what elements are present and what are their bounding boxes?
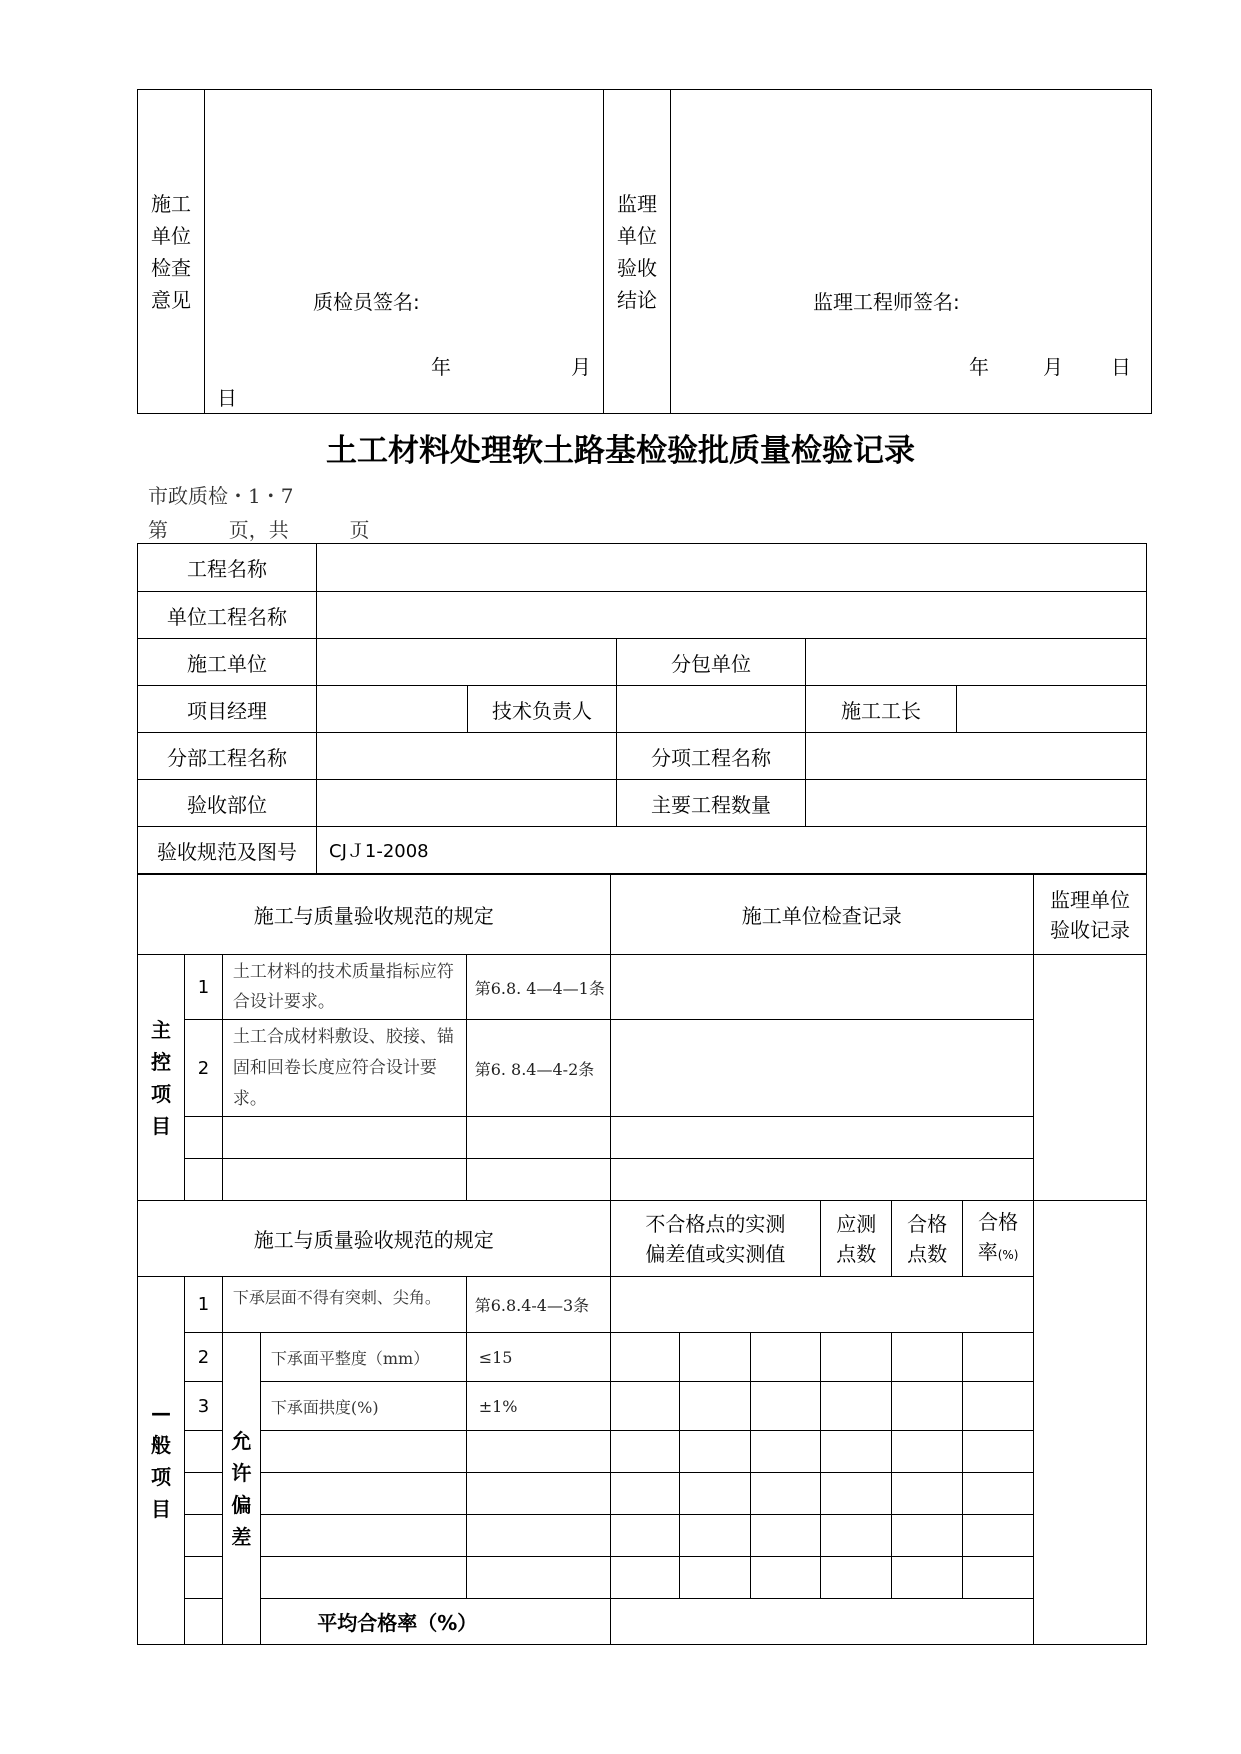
subcontract-unit-label: 分包单位: [617, 639, 806, 686]
header-line: 点数: [836, 1241, 877, 1266]
measure-cell[interactable]: [821, 1557, 892, 1599]
page-info-ye-gong: 页，共: [228, 518, 289, 542]
measure-cell[interactable]: [751, 1431, 821, 1473]
general-item-text: 下承面平整度（mm）: [260, 1333, 466, 1382]
label-char: 验收: [617, 255, 657, 280]
measure-cell[interactable]: [610, 1382, 680, 1431]
label-char: 单位: [151, 223, 191, 248]
label-char: —: [150, 1400, 171, 1425]
should-points-header: [821, 1201, 892, 1277]
main-item-record[interactable]: [610, 1159, 1033, 1201]
inspector-cell[interactable]: [205, 90, 604, 414]
subcontract-unit-value[interactable]: [806, 639, 1147, 686]
construction-label-cell: [138, 90, 205, 414]
general-item-clause: ±1%: [466, 1382, 610, 1431]
measure-cell[interactable]: [751, 1557, 821, 1599]
measure-cell[interactable]: [751, 1333, 821, 1382]
engineer-sign-label: 监理工程师签名:: [813, 290, 960, 314]
foreman-label: 施工工长: [806, 686, 957, 733]
construction-unit-value[interactable]: [317, 639, 617, 686]
supervision-label-cell: [604, 90, 671, 414]
header-line: 监理单位: [1050, 887, 1131, 912]
division-name-value[interactable]: [317, 733, 617, 780]
main-control-label: [138, 1014, 184, 1142]
main-control-label-cell: [138, 955, 185, 1201]
project-name-value[interactable]: [317, 544, 1147, 592]
general-items-label-cell: [138, 1277, 185, 1645]
measure-cell[interactable]: [821, 1431, 892, 1473]
empty-cell: [184, 1431, 222, 1473]
label-char: 偏: [231, 1492, 252, 1517]
label-char: 般: [150, 1432, 171, 1457]
empty-cell: [184, 1557, 222, 1599]
tolerance-label: [223, 1425, 260, 1553]
measure-cell[interactable]: [821, 1382, 892, 1431]
empty-cell: [184, 1473, 222, 1515]
pass-rate-header: [963, 1201, 1034, 1277]
date-month-label: 月: [571, 355, 591, 379]
page-info-di: 第: [148, 518, 168, 542]
measure-cell[interactable]: [892, 1557, 963, 1599]
measure-cell[interactable]: [680, 1557, 751, 1599]
unit-project-name-label: 单位工程名称: [138, 592, 317, 639]
construction-label: [138, 188, 204, 316]
top-sign-table: [137, 89, 1152, 414]
measure-cell[interactable]: [892, 1515, 963, 1557]
main-item-no: 1: [184, 955, 222, 1020]
date-year-label: 年: [431, 355, 451, 379]
measure-cell[interactable]: [821, 1473, 892, 1515]
header-line: 率: [977, 1240, 998, 1264]
rate-unit: (%): [997, 1248, 1019, 1262]
label-char: 允: [231, 1428, 252, 1453]
supervision-record-header: [1034, 875, 1147, 955]
empty-cell: [184, 1117, 222, 1159]
main-item-record[interactable]: [610, 1020, 1033, 1117]
main-item-record[interactable]: [610, 1117, 1033, 1159]
header-line: 偏差值或实测值: [645, 1241, 786, 1266]
label-char: 单位: [617, 223, 657, 248]
measure-cell[interactable]: [821, 1515, 892, 1557]
main-quantity-value[interactable]: [806, 780, 1147, 827]
deviation-header: [610, 1201, 821, 1277]
header-line: 不合格点的实测: [645, 1211, 786, 1236]
label-char: 结论: [617, 287, 657, 312]
foreman-value[interactable]: [957, 686, 1147, 733]
measure-cell[interactable]: [680, 1333, 751, 1382]
subitem-name-label: 分项工程名称: [617, 733, 806, 780]
measure-cell[interactable]: [680, 1473, 751, 1515]
project-manager-label: 项目经理: [138, 686, 317, 733]
unit-project-name-value[interactable]: [317, 592, 1147, 639]
measure-cell[interactable]: [892, 1473, 963, 1515]
general-item-no: 1: [184, 1277, 222, 1333]
label-char: 检查: [151, 255, 191, 280]
empty-cell: [260, 1515, 466, 1557]
header-line: 应测: [836, 1211, 877, 1236]
spec-label: 验收规范及图号: [138, 827, 317, 874]
measure-cell[interactable]: [963, 1557, 1034, 1599]
page-info: [148, 514, 369, 543]
general-item-no: 2: [184, 1333, 222, 1382]
date2-month-label: 月: [1043, 355, 1063, 379]
date-day-label: 日: [217, 386, 237, 410]
measure-cell[interactable]: [963, 1515, 1034, 1557]
main-record-header: 施工单位检查记录: [610, 875, 1033, 955]
main-spec-header: 施工与质量验收规范的规定: [138, 875, 611, 955]
empty-cell: [466, 1557, 610, 1599]
empty-cell: [466, 1117, 610, 1159]
header-line: 合格: [907, 1211, 948, 1236]
general-items-label: [138, 1397, 184, 1525]
general-item-clause: 第6.8.4-4—3条: [466, 1277, 610, 1333]
average-rate-label: 平均合格率（%）: [184, 1599, 610, 1645]
tech-lead-value[interactable]: [617, 686, 806, 733]
general-supervision-record[interactable]: [1034, 1201, 1147, 1645]
empty-cell: [466, 1515, 610, 1557]
empty-cell: [184, 1159, 222, 1201]
measure-cell[interactable]: [892, 1431, 963, 1473]
measure-cell[interactable]: [892, 1382, 963, 1431]
general-spec-header: 施工与质量验收规范的规定: [138, 1201, 611, 1277]
main-item-text: 土工合成材料敷设、胶接、锚固和回卷长度应符合设计要求。: [222, 1020, 466, 1117]
measure-cell[interactable]: [751, 1515, 821, 1557]
project-name-label: 工程名称: [138, 544, 317, 592]
date2-day-label: 日: [1111, 355, 1131, 379]
division-name-label: 分部工程名称: [138, 733, 317, 780]
empty-cell: [184, 1515, 222, 1557]
measure-cell[interactable]: [963, 1473, 1034, 1515]
measure-cell[interactable]: [892, 1333, 963, 1382]
empty-cell: [260, 1557, 466, 1599]
acceptance-part-label: 验收部位: [138, 780, 317, 827]
header-fields-table: [137, 543, 1147, 874]
label-char: 主: [150, 1017, 171, 1042]
main-item-no: 2: [184, 1020, 222, 1117]
empty-cell: [466, 1473, 610, 1515]
page-info-ye: 页: [349, 518, 370, 542]
measure-cell[interactable]: [963, 1382, 1034, 1431]
supervision-label: [604, 188, 670, 316]
empty-cell: [260, 1473, 466, 1515]
main-supervision-record[interactable]: [1034, 955, 1147, 1201]
general-item-text: 下承面拱度(%): [260, 1382, 466, 1431]
label-char: 项: [150, 1081, 171, 1106]
form-code: 市政质检・1・7: [148, 484, 294, 508]
measure-cell[interactable]: [680, 1382, 751, 1431]
label-char: 许: [231, 1460, 252, 1485]
spec-value[interactable]: CJＪ1-2008: [317, 827, 1147, 874]
general-item-record[interactable]: [610, 1277, 1033, 1333]
label-char: 目: [150, 1496, 171, 1521]
empty-cell: [466, 1159, 610, 1201]
construction-unit-label: 施工单位: [138, 639, 317, 686]
general-item-clause: ≤15: [466, 1333, 610, 1382]
label-char: 差: [231, 1524, 252, 1549]
measure-cell[interactable]: [610, 1431, 680, 1473]
empty-cell: [222, 1117, 466, 1159]
header-line: 验收记录: [1050, 917, 1131, 942]
acceptance-part-value[interactable]: [317, 780, 617, 827]
general-item-text: 下承层面不得有突刺、尖角。: [222, 1277, 466, 1333]
inspector-sign-label: 质检员签名:: [313, 290, 420, 314]
main-item-clause: 第6.8. 4—4—1条: [466, 955, 610, 1020]
label-char: 目: [150, 1113, 171, 1138]
main-quantity-label: 主要工程数量: [617, 780, 806, 827]
measure-cell[interactable]: [680, 1515, 751, 1557]
header-line: 合格: [978, 1210, 1019, 1234]
header-line: 点数: [907, 1241, 948, 1266]
label-char: 项: [150, 1464, 171, 1489]
label-char: 施工: [151, 191, 191, 216]
project-manager-value[interactable]: [317, 686, 468, 733]
date2-year-label: 年: [969, 355, 989, 379]
measure-cell[interactable]: [821, 1333, 892, 1382]
measure-cell[interactable]: [963, 1333, 1034, 1382]
label-char: 监理: [617, 191, 657, 216]
measure-cell[interactable]: [751, 1473, 821, 1515]
tech-lead-label: 技术负责人: [468, 686, 617, 733]
empty-cell: [466, 1431, 610, 1473]
main-item-record[interactable]: [610, 955, 1033, 1020]
main-item-text: 土工材料的技术质量指标应符合设计要求。: [222, 955, 466, 1020]
measure-cell[interactable]: [680, 1431, 751, 1473]
inspection-table: [137, 874, 1147, 1645]
measure-cell[interactable]: [610, 1473, 680, 1515]
label-char: 意见: [151, 287, 191, 312]
engineer-cell[interactable]: [671, 90, 1152, 414]
measure-cell[interactable]: [610, 1557, 680, 1599]
main-item-clause: 第6. 8.4—4-2条: [466, 1020, 610, 1117]
general-item-no: 3: [184, 1382, 222, 1431]
measure-cell[interactable]: [751, 1382, 821, 1431]
measure-cell[interactable]: [610, 1515, 680, 1557]
subitem-name-value[interactable]: [806, 733, 1147, 780]
page-title: 土工材料处理软土路基检验批质量检验记录: [326, 433, 915, 469]
empty-cell: [260, 1431, 466, 1473]
measure-cell[interactable]: [610, 1333, 680, 1382]
label-char: 控: [150, 1049, 171, 1074]
measure-cell[interactable]: [963, 1431, 1034, 1473]
pass-points-header: [892, 1201, 963, 1277]
average-rate-value[interactable]: [610, 1599, 1033, 1645]
empty-cell: [222, 1159, 466, 1201]
